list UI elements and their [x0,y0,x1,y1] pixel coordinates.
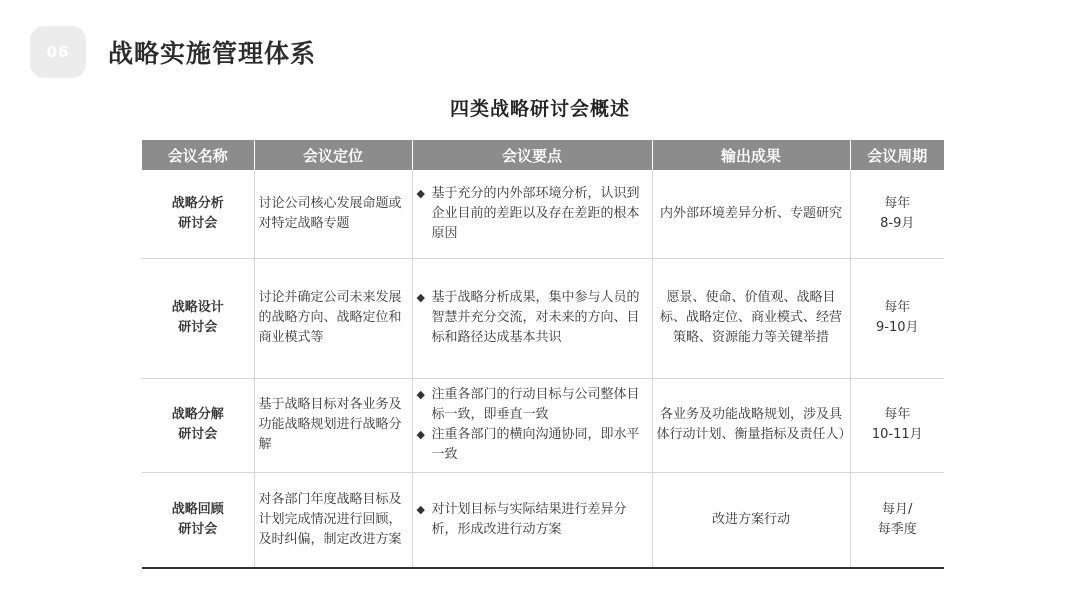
table-row [142,378,944,472]
meeting-name-line: 研讨会 [178,427,218,442]
point-text: 基于充分的内外部环境分析，认识到企业目前的差距以及存在差距的根本原因 [431,185,640,241]
column-header-name: 会议名称 [142,140,254,170]
cycle-cell [850,258,944,378]
section-number-badge [30,26,86,78]
cycle-line: 每年 [884,407,911,422]
meeting-name-cell [142,472,254,568]
table-header-row [142,140,944,170]
meeting-name-line: 战略设计 [171,300,224,315]
meeting-name-cell [142,258,254,378]
point-item [417,184,648,244]
point-text: 注重各部门的行动目标与公司整体目标一致，即垂直一致 [431,387,640,422]
position-cell: 对各部门年度战略目标及计划完成情况进行回顾，及时纠偏，制定改进方案 [254,472,412,568]
table-row [142,472,944,568]
point-text: 注重各部门的横向沟通协同，即水平一致 [431,427,640,462]
point-text: 基于战略分析成果，集中参与人员的智慧并充分交流，对未来的方向、目标和路径达成基本共识 [431,290,640,345]
position-cell: 基于战略目标对各业务及功能战略规划进行战略分解 [254,378,412,472]
meeting-name-line: 战略分解 [171,407,224,422]
point-text: 对计划目标与实际结果进行差异分析，形成改进行动方案 [431,501,627,537]
table-row [142,258,944,378]
cycle-line: 9-10月 [875,320,919,335]
meeting-name-line: 研讨会 [178,215,218,231]
table-row [142,170,944,258]
cycle-line: 每年 [884,195,911,211]
meeting-name-line: 战略分析 [171,195,224,211]
cycle-cell [850,170,944,258]
diamond-bullet-icon: ◆ [416,388,425,401]
output-cell: 各业务及功能战略规划，涉及具体行动计划、衡量指标及责任人） [652,378,850,472]
diamond-bullet-icon: ◆ [416,291,425,304]
position-cell: 讨论并确定公司未来发展的战略方向、战略定位和商业模式等 [254,258,412,378]
column-header-position: 会议定位 [254,140,412,170]
diamond-bullet-icon: ◆ [416,428,425,441]
point-item [417,288,648,348]
column-header-points: 会议要点 [412,140,652,170]
point-item [417,385,648,425]
cycle-line: 10-11月 [871,427,923,442]
point-item [417,425,648,465]
cycle-cell [850,378,944,472]
diamond-bullet-icon: ◆ [416,186,425,200]
points-cell [412,378,652,472]
cycle-cell [850,472,944,568]
output-cell: 愿景、使命、价值观、战略目标、战略定位、商业模式、经营策略、资源能力等关键举措 [652,258,850,378]
page-title: 战略实施管理体系 [108,39,317,68]
table-title: 四类战略研讨会概述 [449,98,630,120]
meeting-table [142,140,944,569]
meeting-name-line: 研讨会 [178,521,218,537]
column-header-cycle: 会议周期 [850,140,944,170]
diamond-bullet-icon: ◆ [416,502,425,516]
column-header-output: 输出成果 [652,140,850,170]
point-item [417,500,648,540]
meeting-name-line: 研讨会 [178,320,218,335]
cycle-line: 每月/ [882,501,913,517]
position-cell: 讨论公司核心发展命题或对特定战略专题 [254,170,412,258]
points-cell [412,170,652,258]
points-cell [412,472,652,568]
meeting-name-cell [142,170,254,258]
section-number: 06 [46,43,70,61]
meeting-name-cell [142,378,254,472]
points-cell [412,258,652,378]
cycle-line: 8-9月 [880,215,915,231]
output-cell: 内外部环境差异分析、专题研究 [652,170,850,258]
meeting-name-line: 战略回顾 [171,501,224,517]
cycle-line: 每季度 [877,521,917,537]
cycle-line: 每年 [884,300,911,315]
output-cell: 改进方案行动 [652,472,850,568]
